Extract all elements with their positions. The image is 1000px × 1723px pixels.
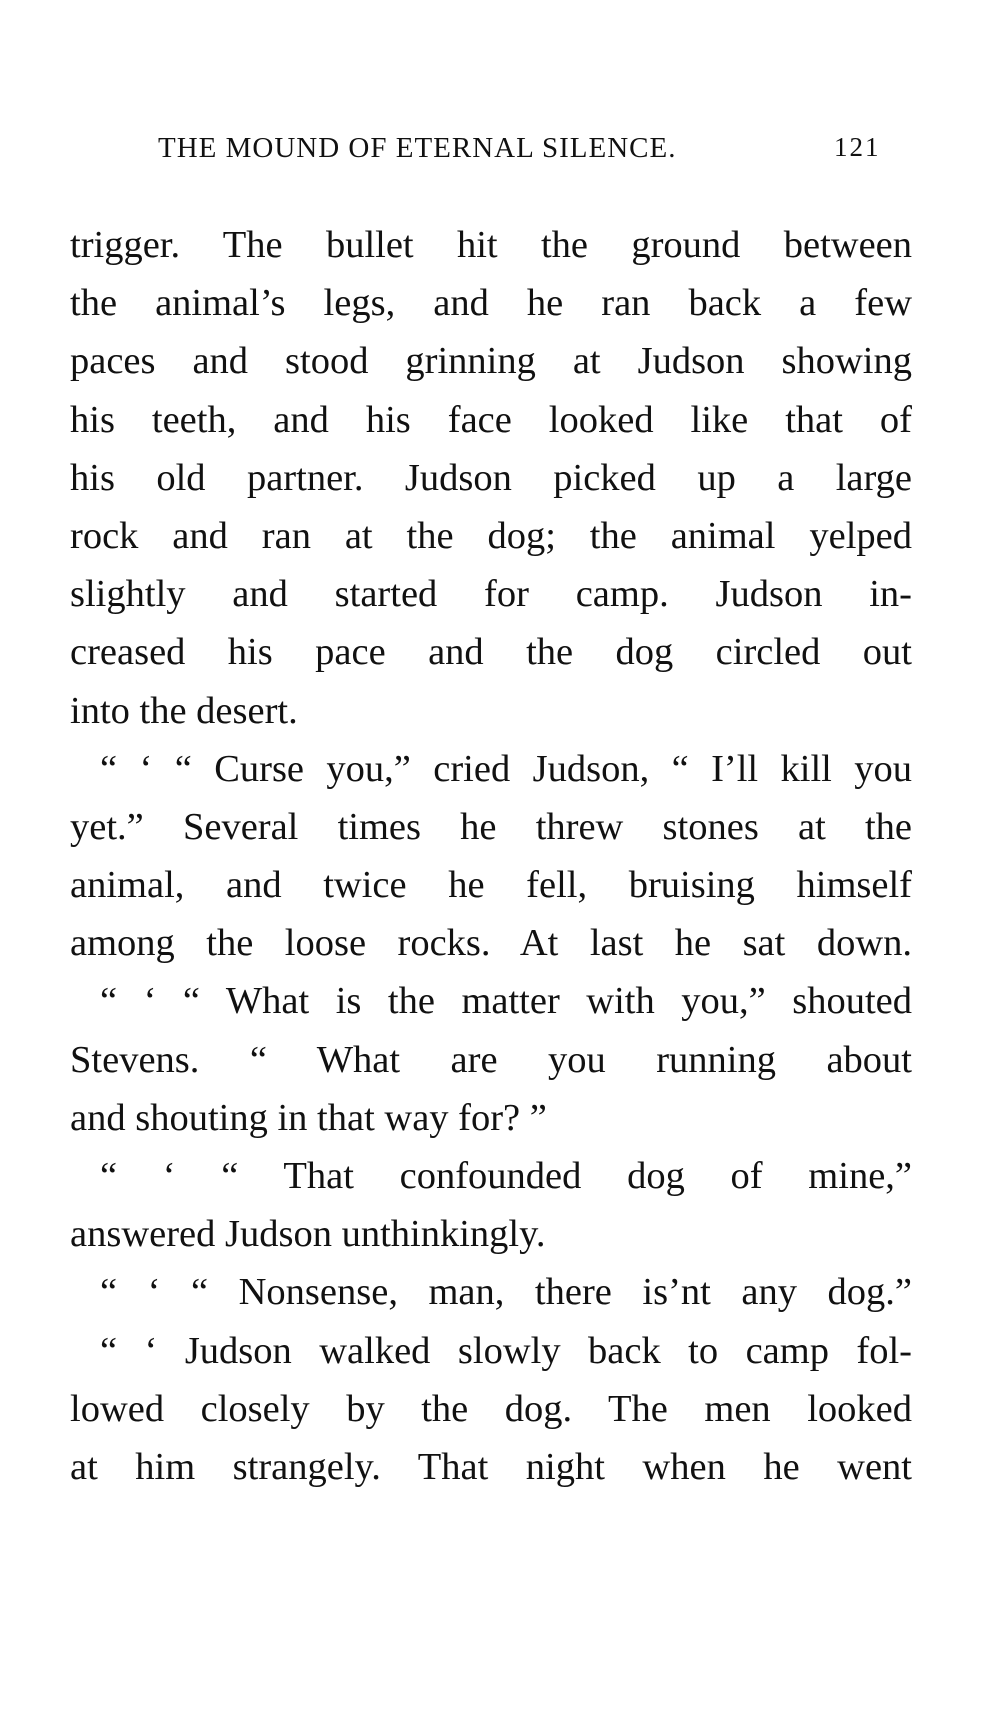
text-line: the animal’s legs, and he ran back a few bbox=[70, 282, 912, 325]
text-line: answered Judson unthinkingly. bbox=[70, 1213, 546, 1256]
text-line: his old partner. Judson picked up a large bbox=[70, 456, 912, 499]
text-line: rock and ran at the dog; the animal yelped bbox=[70, 514, 912, 557]
text-line: into the desert. bbox=[70, 689, 298, 732]
text-line: animal, and twice he fell, bruising himself bbox=[70, 864, 912, 907]
text-line: “ ‘ “ Nonsense, man, there is’nt any dog.” bbox=[100, 1271, 912, 1314]
text-line: among the loose rocks. At last he sat down. bbox=[70, 922, 912, 965]
text-line: “ ‘ “ That confounded dog of mine,” bbox=[100, 1155, 912, 1197]
text-line: “ ‘ “ What is the matter with you,” shouted bbox=[100, 980, 912, 1023]
page-number: 121 bbox=[834, 132, 881, 162]
text-line: creased his pace and the dog circled out bbox=[70, 631, 912, 674]
text-line: and shouting in that way for? ” bbox=[70, 1096, 547, 1139]
text-line: paces and stood grinning at Judson showing bbox=[70, 340, 912, 383]
text-line: “ ‘ “ Curse you,” cried Judson, “ I’ll kill you bbox=[100, 747, 912, 790]
text-line: at him strangely. That night when he went bbox=[70, 1445, 912, 1488]
running-head-title: THE MOUND OF ETERNAL SILENCE. bbox=[158, 132, 677, 164]
text-line: lowed closely by the dog. The men looked bbox=[70, 1387, 912, 1430]
text-line: Stevens. “ What are you running about bbox=[70, 1038, 912, 1081]
text-line: yet.” Several times he threw stones at the bbox=[70, 805, 912, 848]
text-line: his teeth, and his face looked like that of bbox=[70, 398, 912, 441]
text-line: “ ‘ Judson walked slowly back to camp fol- bbox=[100, 1329, 912, 1372]
body-text bbox=[70, 216, 912, 1496]
text-line: trigger. The bullet hit the ground between bbox=[70, 224, 912, 266]
text-line: slightly and started for camp. Judson in- bbox=[70, 573, 912, 616]
running-head bbox=[158, 132, 918, 172]
